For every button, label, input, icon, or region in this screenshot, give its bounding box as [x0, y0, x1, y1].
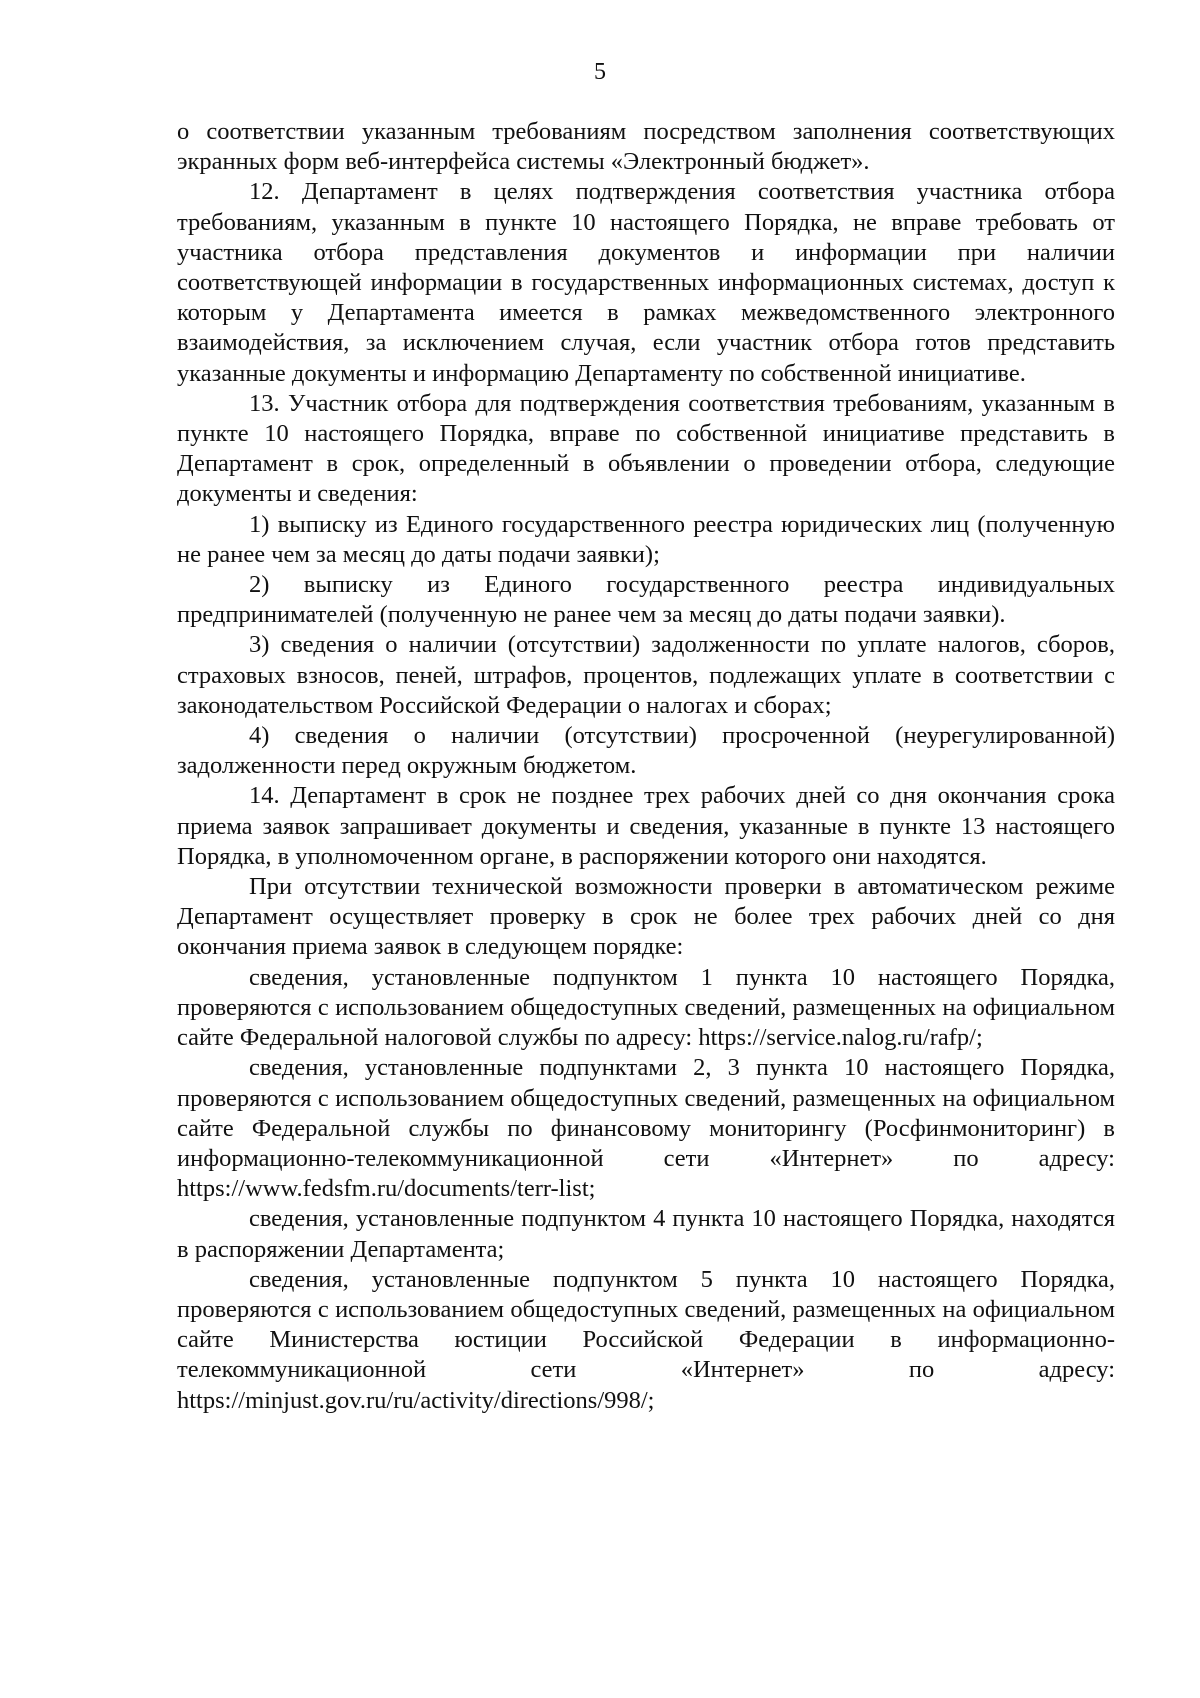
- paragraph-13-item-4: 4) сведения о наличии (отсутствии) просроченной (неурегулированной) задолженности перед окружным бюджетом.: [177, 722, 1115, 780]
- document-body: [177, 117, 1115, 1416]
- paragraph-14-minjust-check: сведения, установленные подпунктом 5 пункта 10 настоящего Порядка, проверяются с использованием общедоступных сведений, размещенных на официальном сайте Министерства юстиции Российской Федерации в информационно-телекоммуникационной сети «Интернет» по адресу: https://minjust.gov.ru/ru/activity/directions/998/;: [177, 1265, 1115, 1414]
- page-number: 5: [594, 59, 606, 85]
- paragraph-13-item-1: 1) выписку из Единого государственного реестра юридических лиц (полученную не ранее чем за месяц до даты подачи заявки);: [177, 510, 1115, 568]
- paragraph-continuation: о соответствии указанным требованиям посредством заполнения соответствующих экранных форм веб-интерфейса системы «Электронный бюджет».: [177, 118, 1115, 176]
- paragraph-13: 13. Участник отбора для подтверждения соответствия требованиям, указанным в пункте 10 настоящего Порядка, вправе по собственной инициативе представить в Департамент в срок, определенный в объявлении о проведении отбора, следующие документы и сведения:: [177, 389, 1115, 508]
- paragraph-14-nalog-check: сведения, установленные подпунктом 1 пункта 10 настоящего Порядка, проверяются с использованием общедоступных сведений, размещенных на официальном сайте Федеральной налоговой службы по адресу: https://service.nalog.ru/rafp/;: [177, 963, 1115, 1052]
- paragraph-13-item-2: 2) выписку из Единого государственного реестра индивидуальных предпринимателей (полученную не ранее чем за месяц до даты подачи заявки).: [177, 571, 1115, 629]
- paragraph-14: 14. Департамент в срок не позднее трех рабочих дней со дня окончания срока приема заявок запрашивает документы и сведения, указанные в пункте 13 настоящего Порядка, в уполномоченном органе, в распоряжении которого они находятся.: [177, 782, 1115, 870]
- paragraph-14-no-tech: При отсутствии технической возможности проверки в автоматическом режиме Департамент осуществляет проверку в срок не более трех рабочих дней со дня окончания приема заявок в следующем порядке:: [177, 873, 1115, 961]
- paragraph-13-item-3: 3) сведения о наличии (отсутствии) задолженности по уплате налогов, сборов, страховых взносов, пеней, штрафов, процентов, подлежащих уплате в соответствии с законодательством Российской Федерации о налогах и сборах;: [177, 631, 1115, 719]
- paragraph-14-fedsfm-check: сведения, установленные подпунктами 2, 3 пункта 10 настоящего Порядка, проверяются с использованием общедоступных сведений, размещенных на официальном сайте Федеральной службы по финансовому мониторингу (Росфинмониторинг) в информационно-телекоммуникационной сети «Интернет» по адресу: https://www.fedsfm.ru/documents/terr-list;: [177, 1054, 1115, 1203]
- paragraph-14-department-records: сведения, установленные подпунктом 4 пункта 10 настоящего Порядка, находятся в распоряжении Департамента;: [177, 1205, 1115, 1263]
- paragraph-12: 12. Департамент в целях подтверждения соответствия участника отбора требованиям, указанным в пункте 10 настоящего Порядка, не вправе требовать от участника отбора представления документов и информации при наличии соответствующей информации в государственных информационных системах, доступ к которым у Департамента имеется в рамках межведомственного электронного взаимодействия, за исключением случая, если участник отбора готов представить указанные документы и информацию Департаменту по собственной инициативе.: [177, 178, 1115, 387]
